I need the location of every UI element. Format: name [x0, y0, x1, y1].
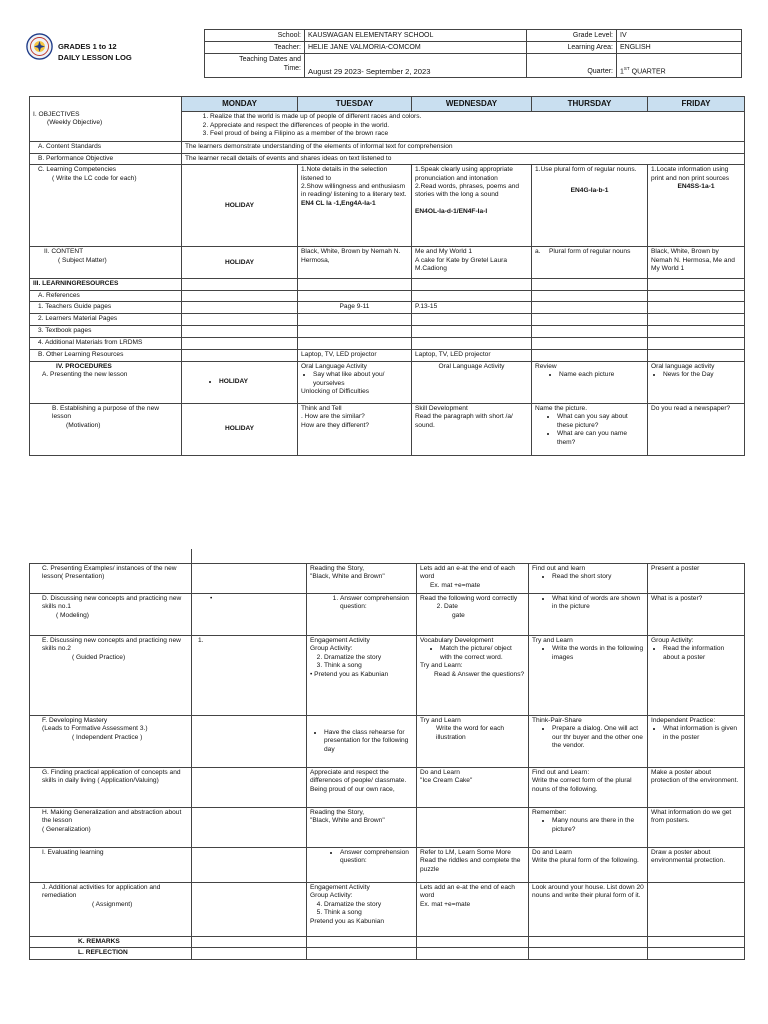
- empty-cell: [417, 808, 529, 848]
- proc-c-wednesday: [417, 564, 529, 594]
- procedures-a-tuesday: [298, 362, 412, 404]
- procedures-b-tuesday: Think and Tell . How are the similar? How are they different?: [298, 404, 412, 456]
- proc-e-tuesday-1: Engagement Activity: [310, 637, 370, 644]
- proc-j-wednesday: Lets add an e-at the end of each word Ex. mat +e=mate: [417, 883, 529, 937]
- competencies-thursday-text: 1.Use plural form of regular nouns.: [535, 166, 637, 174]
- objectives-sub: (Weekly Objective): [47, 119, 103, 127]
- references-label: A. References: [30, 290, 182, 301]
- empty-cell: [529, 948, 648, 959]
- empty-cell: [648, 948, 745, 959]
- empty-cell: [417, 937, 529, 948]
- proc-j-tuesday-2: Group Activity:: [310, 892, 353, 900]
- log-title-daily: DAILY LESSON LOG: [58, 53, 132, 62]
- procedures-a-thursday-2: • Name each picture: [559, 371, 644, 379]
- procedures-b-thursday-1: Name the picture.: [535, 405, 588, 413]
- proc-c-wednesday-1: Lets add an e-at the end of each word: [420, 565, 515, 581]
- empty-cell: [648, 314, 745, 326]
- proc-f-thursday-2: • Prepare a dialog. One will act our thr buyer and the other one the vendor.: [552, 725, 644, 750]
- empty-cell: [648, 326, 745, 338]
- proc-g-friday: Make a poster about protection of the environment.: [648, 768, 745, 808]
- proc-e-wednesday-3: Try and Learn:: [420, 662, 463, 670]
- empty-cell: [412, 279, 532, 290]
- proc-f-tuesday: [307, 716, 417, 768]
- proc-e-label: [30, 636, 192, 716]
- procedures-b-sub: (Motivation): [66, 421, 101, 429]
- empty-cell: [307, 948, 417, 959]
- objectives-label: [30, 97, 182, 142]
- content-friday: Black, White, Brown by Nemah N. Hermosa, Me and My World 1: [648, 247, 745, 279]
- proc-j-tuesday-4: 5. Think a song: [324, 909, 413, 917]
- empty-cell: [648, 302, 745, 314]
- proc-f-title: F. Developing Mastery: [42, 717, 108, 724]
- performance-value: The learner recall details of events and shares ideas on text listened to: [182, 153, 745, 164]
- empty-cell: [532, 326, 648, 338]
- proc-j-title: J. Additional activities for application and remediation: [42, 884, 161, 900]
- grade-label: Grade Level:: [527, 30, 617, 42]
- proc-f-thursday-1: Think-Pair-Share: [532, 717, 582, 724]
- proc-d-tuesday-1: 1. Answer comprehension question:: [340, 595, 413, 612]
- empty-cell: [648, 290, 745, 301]
- dates-label: [205, 54, 305, 78]
- tg-pages-wednesday: P.13-15: [412, 302, 532, 314]
- proc-d-title: D. Discussing new concepts and practicing new skills no.1: [42, 595, 182, 611]
- lrdms-label: 4. Additional Materials from LRDMS: [30, 338, 182, 350]
- resources-label: III. LEARNINGRESOURCES: [30, 279, 182, 290]
- proc-i-tuesday-1: • Answer comprehension question:: [340, 849, 413, 866]
- proc-i-tuesday: [307, 848, 417, 883]
- lesson-table-page2: [29, 563, 745, 960]
- empty-cell: [192, 768, 307, 808]
- proc-e-friday-1: Group Activity:: [651, 637, 694, 644]
- proc-c-tuesday: Reading the Story, "Black, White and Brown": [307, 564, 417, 594]
- proc-e-wednesday-4: Read & Answer the questions?: [434, 670, 525, 678]
- proc-e-wednesday-1: Vocabulary Development: [420, 637, 494, 644]
- procedures-b-label: [30, 404, 182, 456]
- content-wednesday: Me and My World 1 A cake for Kate by Gretel Laura M.Cadiong: [412, 247, 532, 279]
- proc-f-tuesday-1: • Have the class rehearse for presentation for the following day: [324, 729, 413, 754]
- competencies-friday: [648, 165, 745, 247]
- proc-h-title: H. Making Generalization and abstraction about the lesson: [42, 809, 182, 825]
- objective-item: 2. Appreciate and respect the differences of people in the world.: [210, 122, 741, 130]
- empty-cell: [192, 948, 307, 959]
- other-resources-tuesday: Laptop, TV, LED projector: [298, 350, 412, 362]
- proc-i-thursday: Do and Learn Write the plural form of the following.: [529, 848, 648, 883]
- proc-h-thursday: [529, 808, 648, 848]
- procedures-a-tuesday-2: • Say what like about you/ yourselves: [313, 371, 408, 388]
- proc-e-tuesday: [307, 636, 417, 716]
- empty-cell: [192, 883, 307, 937]
- empty-cell: [532, 350, 648, 362]
- procedures-a-label: [30, 362, 182, 404]
- proc-f-label: [30, 716, 192, 768]
- proc-g-thursday: Find out and Learn: Write the correct form of the plural nouns of the following.: [529, 768, 648, 808]
- procedures-a-monday: [182, 362, 298, 404]
- proc-d-wednesday-3: gate: [452, 611, 465, 619]
- quarter-label: Quarter:: [527, 54, 617, 78]
- proc-d-friday: What is a poster?: [648, 594, 745, 636]
- empty-cell: [648, 937, 745, 948]
- content-label: [30, 247, 182, 279]
- quarter-word: QUARTER: [631, 68, 666, 75]
- competencies-thursday: [532, 165, 648, 247]
- objective-item: 3. Feel proud of being a Filipino as a member of the brown race: [210, 130, 741, 138]
- empty-cell: [298, 290, 412, 301]
- competencies-tuesday: [298, 165, 412, 247]
- content-standards-label: A. Content Standards: [30, 142, 182, 153]
- proc-e-sub: ( Guided Practice): [72, 653, 126, 661]
- proc-d-tuesday: [307, 594, 417, 636]
- empty-cell: [417, 948, 529, 959]
- school-label: School:: [205, 30, 305, 42]
- empty-cell: [307, 937, 417, 948]
- procedures-b-thursday: [532, 404, 648, 456]
- content-monday: HOLIDAY: [182, 247, 298, 279]
- empty-cell: [182, 279, 298, 290]
- quarter-suffix: ST: [623, 65, 630, 71]
- reflection-label: L. REFLECTION: [30, 948, 192, 959]
- page-break-line: [191, 549, 192, 563]
- proc-c-thursday: [529, 564, 648, 594]
- proc-e-monday: 1.: [192, 636, 307, 716]
- empty-cell: [192, 808, 307, 848]
- day-header-thursday: THURSDAY: [532, 97, 648, 112]
- competencies-tuesday-text: 1.Note details in the selection listened to 2.Show willingness and enthusiasm in reading/ listening to a literary text.: [301, 166, 407, 199]
- empty-cell: [298, 314, 412, 326]
- proc-h-thursday-1: Remember:: [532, 809, 567, 816]
- empty-cell: [532, 338, 648, 350]
- objectives-title: I. OBJECTIVES: [33, 110, 80, 118]
- proc-e-tuesday-2: Group Activity:: [310, 645, 353, 653]
- empty-cell: [182, 314, 298, 326]
- proc-j-tuesday: [307, 883, 417, 937]
- log-title: [58, 41, 132, 63]
- empty-cell: [532, 279, 648, 290]
- proc-j-tuesday-5: Pretend you as Kabunian: [310, 917, 385, 925]
- proc-c-label: C. Presenting Examples/ instances of the new lesson( Presentation): [30, 564, 192, 594]
- procedures-a-friday-2: • News for the Day: [663, 371, 741, 379]
- proc-e-tuesday-4: 3. Think a song: [324, 662, 413, 670]
- proc-j-tuesday-1: Engagement Activity: [310, 884, 370, 891]
- proc-d-monday: •: [192, 594, 307, 636]
- grade-value: IV: [617, 30, 742, 42]
- day-header-friday: FRIDAY: [648, 97, 745, 112]
- procedures-a-tuesday-1: Oral Language Activity: [301, 363, 367, 371]
- procedures-b-wednesday: Skill Development Read the paragraph with short /a/ sound.: [412, 404, 532, 456]
- proc-f-sub1: (Leads to Formative Assessment 3.): [42, 725, 148, 733]
- proc-f-sub2: ( Independent Practice ): [72, 733, 143, 741]
- competencies-wednesday: [412, 165, 532, 247]
- competencies-label: [30, 165, 182, 247]
- day-header-tuesday: TUESDAY: [298, 97, 412, 112]
- proc-j-label: [30, 883, 192, 937]
- proc-d-thursday-1: • What kind of words are shown in the picture: [552, 595, 644, 612]
- procedures-a-title: A. Presenting the new lesson: [42, 371, 128, 379]
- procedures-a-wednesday: Oral Language Activity: [412, 362, 532, 404]
- proc-d-wednesday-1: Read the following word correctly: [420, 595, 518, 602]
- header-table: [204, 29, 742, 78]
- content-tuesday: Black, White, Brown by Nemah N. Hermosa,: [298, 247, 412, 279]
- content-title: II. CONTENT: [44, 248, 84, 256]
- proc-f-thursday: [529, 716, 648, 768]
- empty-cell: [192, 848, 307, 883]
- competencies-friday-text: 1.Locate information using print and non print sources: [651, 166, 730, 182]
- procedures-a-tuesday-3: Unlocking of Difficulties: [301, 388, 370, 396]
- other-resources-label: B. Other Learning Resources: [30, 350, 182, 362]
- procedures-a-friday-1: Oral language activity: [651, 363, 715, 371]
- deped-seal-logo: [26, 33, 53, 60]
- proc-f-wednesday: [417, 716, 529, 768]
- procedures-a-friday: [648, 362, 745, 404]
- teacher-value: HELIE JANE VALMORIA-COMCOM: [305, 42, 527, 54]
- quarter-number: 1: [620, 68, 624, 75]
- proc-d-thursday: [529, 594, 648, 636]
- proc-e-title: E. Discussing new concepts and practicing new skills no.2: [42, 637, 181, 653]
- dates-label-line1: Teaching Dates and: [239, 56, 301, 63]
- textbook-pages-label: 3. Textbook pages: [30, 326, 182, 338]
- empty-cell: [192, 564, 307, 594]
- lesson-table-page1: [29, 96, 745, 456]
- proc-d-label: [30, 594, 192, 636]
- empty-cell: [532, 314, 648, 326]
- proc-f-friday-2: • What information is given in the poster: [663, 725, 741, 742]
- competencies-thursday-code: EN4G-Ia-b-1: [570, 186, 609, 194]
- remarks-label: K. REMARKS: [30, 937, 192, 948]
- empty-cell: [298, 279, 412, 290]
- proc-f-friday: [648, 716, 745, 768]
- content-thursday: [532, 247, 648, 279]
- area-label: Learning Area:: [527, 42, 617, 54]
- dates-label-line2: Time:: [283, 65, 301, 72]
- weekly-objectives: [182, 112, 745, 142]
- proc-e-thursday-1: Try and Learn: [532, 637, 573, 644]
- proc-h-label: [30, 808, 192, 848]
- empty-cell: [182, 290, 298, 301]
- procedures-a-thursday: [532, 362, 648, 404]
- empty-cell: [529, 937, 648, 948]
- empty-cell: [648, 350, 745, 362]
- competencies-tuesday-code: EN4 CL Ia -1,Eng4A-Ia-1: [301, 199, 376, 207]
- proc-e-thursday: [529, 636, 648, 716]
- proc-d-sub: ( Modeling): [56, 611, 89, 619]
- day-header-monday: MONDAY: [182, 97, 298, 112]
- objective-item: 1. Realize that the world is made up of people of different races and colors.: [210, 113, 741, 121]
- procedures-b-thursday-2: • What can you say about these picture?: [557, 413, 644, 430]
- empty-cell: [298, 338, 412, 350]
- empty-cell: [182, 302, 298, 314]
- empty-cell: [412, 326, 532, 338]
- procedures-a-thursday-1: Review: [535, 363, 557, 371]
- competencies-wednesday-code: EN4OL-Ia-d-1/EN4F-Ia-I: [415, 207, 488, 215]
- competencies-monday: HOLIDAY: [182, 165, 298, 247]
- proc-e-friday: [648, 636, 745, 716]
- procedures-b-thursday-3: • What are can you name them?: [557, 430, 644, 447]
- procedures-b-monday: HOLIDAY: [182, 404, 298, 456]
- proc-f-wednesday-1: Try and Learn: [420, 717, 461, 724]
- proc-c-thursday-2: • Read the short story: [552, 573, 644, 581]
- proc-j-sub: ( Assignment): [92, 900, 133, 908]
- proc-j-thursday: Look around your house. List down 20 nouns and write their plural form of it.: [529, 883, 648, 937]
- content-thursday-num: a.: [535, 248, 541, 256]
- proc-i-label: I. Evaluating learning: [30, 848, 192, 883]
- day-header-wednesday: WEDNESDAY: [412, 97, 532, 112]
- empty-cell: [192, 937, 307, 948]
- proc-e-thursday-2: • Write the words in the following images: [552, 645, 644, 662]
- competencies-friday-code: EN4SS-1a-1: [677, 183, 715, 191]
- school-value: KAUSWAGAN ELEMENTARY SCHOOL: [305, 30, 527, 42]
- proc-c-friday: Present a poster: [648, 564, 745, 594]
- proc-e-friday-2: • Read the information about a poster: [663, 645, 741, 662]
- teacher-label: Teacher:: [205, 42, 305, 54]
- procedures-b-friday: Do you read a newspaper?: [648, 404, 745, 456]
- proc-d-wednesday: [417, 594, 529, 636]
- proc-d-wednesday-2: 2. Date: [444, 603, 525, 611]
- empty-cell: [412, 314, 532, 326]
- proc-e-tuesday-3: 2. Dramatize the story: [324, 654, 413, 662]
- performance-label: B. Performance Objective: [30, 153, 182, 164]
- dates-value: August 29 2023- September 2, 2023: [305, 54, 527, 78]
- empty-cell: [298, 326, 412, 338]
- proc-h-thursday-2: • Many nouns are there in the picture?: [552, 817, 644, 834]
- empty-cell: [192, 716, 307, 768]
- proc-c-thursday-1: Find out and learn: [532, 565, 586, 572]
- log-title-grades: GRADES 1 to 12: [58, 42, 117, 51]
- quarter-value: [617, 54, 742, 78]
- competencies-wednesday-text: 1.Speak clearly using appropriate pronunciation and intonation 2.Read words, phrases, poems and stories with the long a sound: [415, 166, 520, 199]
- empty-cell: [412, 338, 532, 350]
- proc-e-wednesday-2: • Match the picture/ object with the correct word.: [440, 645, 525, 662]
- proc-j-tuesday-3: 4. Dramatize the story: [324, 901, 413, 909]
- empty-cell: [182, 326, 298, 338]
- proc-c-wednesday-2: Ex. mat +e=mate: [430, 581, 481, 589]
- empty-cell: [648, 338, 745, 350]
- other-resources-wednesday: Laptop, TV, LED projector: [412, 350, 532, 362]
- proc-h-friday: What information do we get from posters.: [648, 808, 745, 848]
- empty-cell: [182, 338, 298, 350]
- empty-cell: [648, 883, 745, 937]
- proc-i-wednesday: Refer to LM, Learn Some More Read the riddles and complete the puzzle: [417, 848, 529, 883]
- procedures-a-monday-item: • HOLIDAY: [219, 378, 294, 386]
- area-value: ENGLISH: [617, 42, 742, 54]
- empty-cell: [532, 290, 648, 301]
- proc-g-tuesday: Appreciate and respect the differences of people/ classmate. Being proud of our own race,: [307, 768, 417, 808]
- tg-pages-tuesday: Page 9-11: [298, 302, 412, 314]
- empty-cell: [532, 302, 648, 314]
- content-standards-value: The learners demonstrate understanding of the elements of informal text for comprehension: [182, 142, 745, 153]
- competencies-sub: ( Write the LC code for each): [52, 174, 137, 182]
- proc-f-wednesday-2: Write the word for each illustration: [436, 725, 505, 741]
- empty-cell: [648, 279, 745, 290]
- procedures-b-title: B. Establishing a purpose of the new lesson: [52, 405, 160, 421]
- competencies-title: C. Learning Competencies: [38, 166, 117, 174]
- proc-f-friday-1: Independent Practice:: [651, 717, 716, 724]
- proc-g-wednesday: Do and Learn "Ice Cream Cake": [417, 768, 529, 808]
- proc-g-label: G. Finding practical application of concepts and skills in daily living ( Application/Valuing): [30, 768, 192, 808]
- proc-e-wednesday: [417, 636, 529, 716]
- proc-h-sub: ( Generalization): [42, 825, 91, 833]
- proc-e-tuesday-5: • Pretend you as Kabunian: [310, 670, 389, 678]
- empty-cell: [182, 350, 298, 362]
- lm-pages-label: 2. Learners Material Pages: [30, 314, 182, 326]
- content-sub: ( Subject Matter): [58, 256, 107, 264]
- procedures-title: IV. PROCEDURES: [56, 363, 112, 371]
- empty-cell: [412, 290, 532, 301]
- proc-i-friday: Draw a poster about environmental protection.: [648, 848, 745, 883]
- proc-h-tuesday: Reading the Story, "Black, White and Brown": [307, 808, 417, 848]
- tg-pages-label: 1. Teachers Guide pages: [30, 302, 182, 314]
- content-thursday-text: Plural form of regular nouns: [549, 248, 631, 256]
